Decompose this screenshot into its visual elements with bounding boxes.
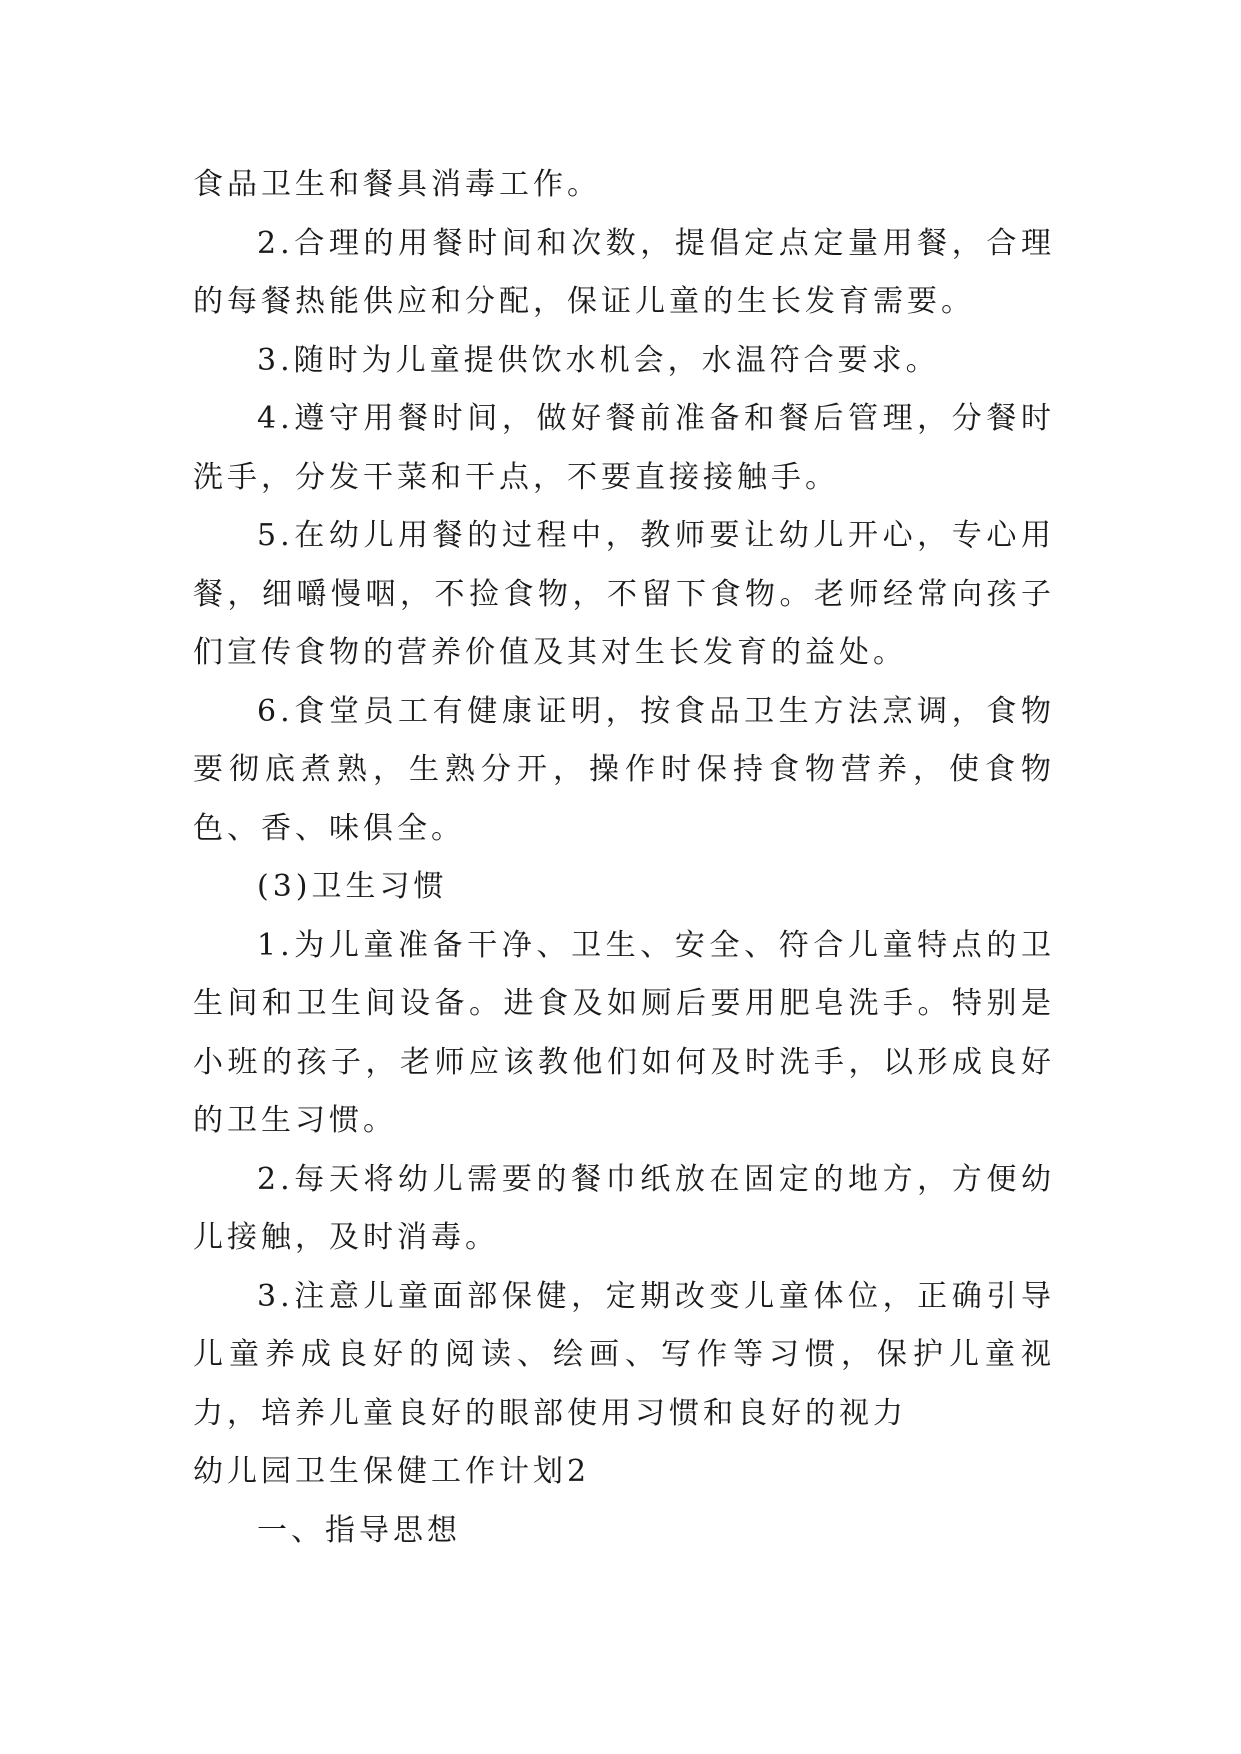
document-body (193, 156, 1055, 1560)
paragraph-eating-process: 5.在幼儿用餐的过程中，教师要让幼儿开心，专心用餐，细嚼慢咽，不捡食物，不留下食物。老师经常向孩子们宣传食物的营养价值及其对生长发育的益处。 (193, 518, 1055, 670)
section-heading-hygiene-habits: (3)卫生习惯 (257, 869, 448, 904)
paragraph-canteen-staff: 6.食堂员工有健康证明，按食品卫生方法烹调，食物要彻底煮熟，生熟分开，操作时保持食物营养，使食物色、香、味俱全。 (193, 693, 1055, 846)
paragraph-meal-times: 2.合理的用餐时间和次数，提倡定点定量用餐，合理的每餐热能供应和分配，保证儿童的生长发育需要。 (193, 225, 1055, 319)
paragraph-continuation: 食品卫生和餐具消毒工作。 (193, 167, 601, 202)
document-title: 幼儿园卫生保健工作计划2 (193, 1454, 591, 1489)
paragraph-restroom: 1.为儿童准备干净、卫生、安全、符合儿童特点的卫生间和卫生间设备。进食及如厕后要用肥皂洗手。特别是小班的孩子，老师应该教他们如何及时洗手，以形成良好的卫生习惯。 (193, 927, 1055, 1138)
paragraph-napkins: 2.每天将幼儿需要的餐巾纸放在固定的地方，方便幼儿接触，及时消毒。 (193, 1161, 1055, 1255)
paragraph-drinking-water: 3.随时为儿童提供饮水机会，水温符合要求。 (257, 342, 940, 378)
paragraph-meal-management: 4.遵守用餐时间，做好餐前准备和餐后管理，分餐时洗手，分发干菜和干点，不要直接接触手。 (193, 401, 1055, 495)
paragraph-eye-care: 3.注意儿童面部保健，定期改变儿童体位，正确引导儿童养成良好的阅读、绘画、写作等习惯，保护儿童视力，培养儿童良好的眼部使用习惯和良好的视力 (193, 1278, 1055, 1431)
section-heading-guiding-thought: 一、指导思想 (257, 1512, 461, 1548)
